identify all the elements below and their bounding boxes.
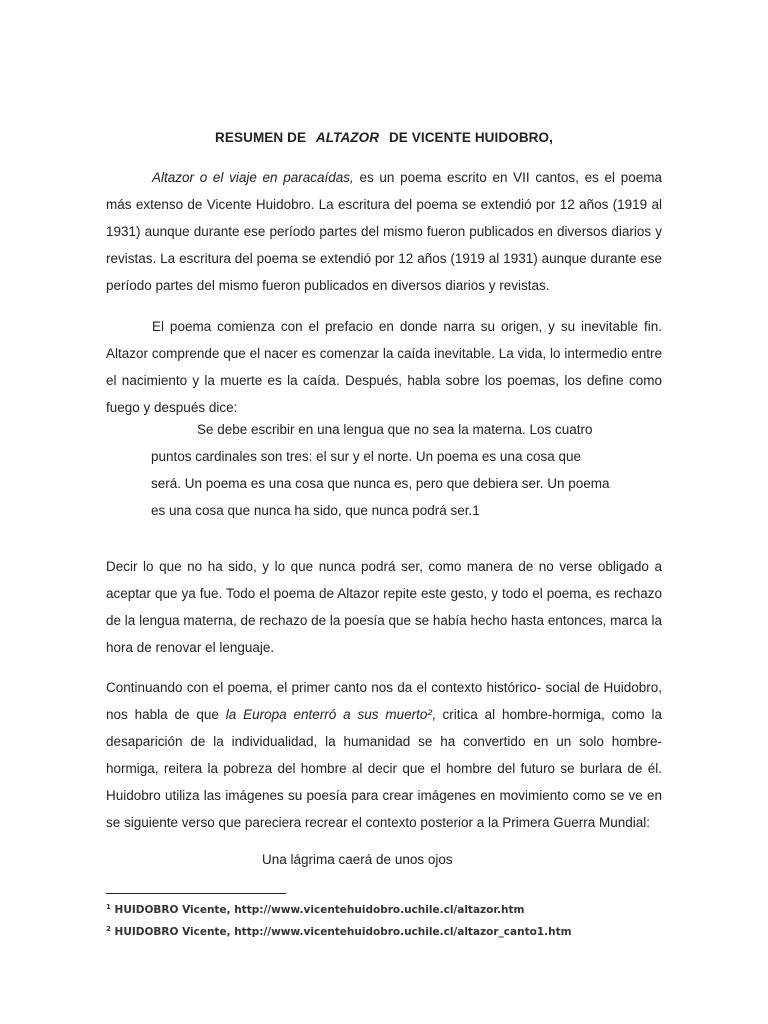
footnote-text: HUIDOBRO Vicente, http://www.vicentehuidobro.uchile.cl/altazor.htm (110, 904, 525, 916)
document-title (0, 130, 768, 145)
paragraph-intro (106, 164, 662, 299)
title-prefix: RESUMEN DE (215, 130, 307, 145)
footnote-divider (106, 893, 286, 894)
quote-italic: la Europa enterró a sus muerto² (225, 707, 432, 722)
title-emphasis: ALTAZOR (315, 130, 380, 145)
footnote-marker: 1 (106, 903, 111, 911)
footnote-text: HUIDOBRO Vicente, http://www.vicentehuidobro.uchile.cl/altazor_canto1.htm (110, 926, 572, 938)
footnote-item (106, 898, 666, 920)
block-quote: Se debe escribir en una lengua que no sea la materna. Los cuatro puntos cardinales son tres: el sur y el norte. Un poema es una cosa que será. Un poema es una cosa que nunca es, pero que debiera ser. Un poema es una cosa que nunca ha sido, que nunca podrá ser.1 (151, 422, 610, 518)
footnote-item (106, 920, 666, 942)
paragraph-primer-canto (106, 674, 662, 836)
footnotes (106, 898, 666, 942)
paragraph-prefacio: El poema comienza con el prefacio en donde narra su origen, y su inevitable fin. Altazor comprende que el nacer es comenzar la caída inevitable. La vida, lo intermedio entre el nacimiento y la muerte es la caída. Después, habla sobre los poemas, los define como fuego y después dice: (106, 319, 662, 415)
verse-line: Una lágrima caerá de unos ojos (262, 852, 453, 867)
title-suffix: DE VICENTE HUIDOBRO, (388, 130, 553, 145)
paragraph-decir: Decir lo que no ha sido, y lo que nunca podrá ser, como manera de no verse obligado a aceptar que ya fue. Todo el poema de Altazor repite este gesto, y todo el poema, es rechazo de la lengua materna, de rechazo de la poesía que se había hecho hasta entonces, marca la hora de renovar el lenguaje. (106, 559, 662, 655)
paragraph-primer-canto-text-a: Continuando con el poema, el primer canto nos da el contexto histórico- social de Huidobro, nos habla de que (106, 680, 662, 722)
footnote-marker: 2 (106, 925, 111, 933)
work-title-italic: Altazor o el viaje en paracaídas, (152, 170, 354, 185)
paragraph-primer-canto-text-b: , critica al hombre-hormiga, como la desaparición de la individualidad, la humanidad se ha convertido en un solo hombre-hormiga, reitera la pobreza del hombre al decir que el hombre del futuro se burlara de él. Huidobro utiliza las imágenes su poesía para crear imágenes en movimiento como se ve en se siguiente verso que pareciera recrear el contexto posterior a la Primera Guerra Mundial: (106, 707, 662, 830)
paragraph-intro-text: es un poema escrito en VII cantos, es el poema más extenso de Vicente Huidobro. La escritura del poema se extendió por 12 años (1919 al 1931) aunque durante ese período partes del mismo fueron publicados en diversos diarios y revistas. La escritura del poema se extendió por 12 años (1919 al 1931) aunque durante ese período partes del mismo fueron publicados en diversos diarios y revistas. (106, 170, 662, 293)
